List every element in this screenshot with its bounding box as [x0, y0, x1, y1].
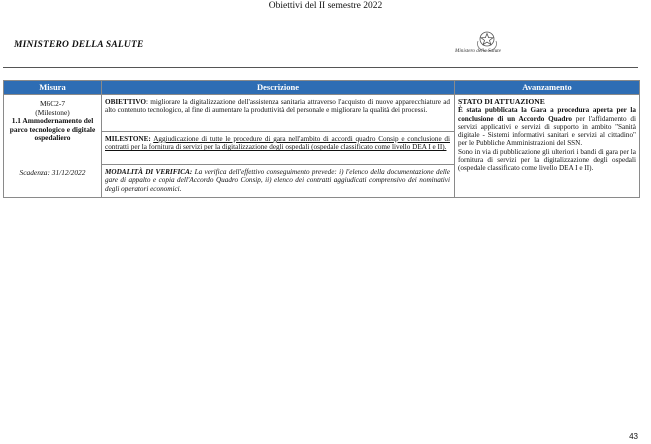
verification-block: [102, 165, 454, 197]
progress-text-1: per l'affidamento di servizi applicativi e servizi di supporto in ambito "Sanità digitale - Sistemi informativi sanitari e servizi al cittadino" per le Pubbliche Amministrazioni del SSN.: [458, 114, 636, 148]
milestone-block: [102, 132, 454, 165]
table-row: [4, 95, 640, 198]
emblem-caption: Ministero della Salute: [455, 48, 501, 54]
milestone-label: MILESTONE:: [105, 135, 151, 143]
column-header-description: Descrizione: [102, 81, 455, 95]
table-header-row: [4, 81, 640, 95]
milestone-text: Aggiudicazione di tutte le procedure di gara nell'ambito di accordi quadro Consip e conclusione di contratti per la fornitura di servizi per la digitalizzazione degli ospedali (ospedale classificato come livello DEA I e II).: [105, 135, 450, 152]
page-header-title: Obiettivi del II semestre 2022: [268, 1, 383, 11]
column-header-measure: Misura: [4, 81, 102, 95]
measure-code: M6C2-7: [39, 99, 66, 108]
objective-text: : migliorare la digitalizzazione dell'assistenza sanitaria attraverso l'acquisto di nuove apparecchiature ad alto contenuto tecnologico, al fine di aumentare la produttività del personale e migliorare la qualità dei processi.: [105, 98, 450, 115]
progress-cell: [455, 95, 640, 198]
page-number: 43: [629, 432, 638, 441]
verification-text: La verifica dell'effettivo conseguimento prevede: i) l'elenco della documentazione delle gare di appalto e copia dell'Accordo Quadro Consip, ii) elenco dei contratti aggiudicati comprensivo dei nominativi degli operatori economici.: [105, 168, 450, 193]
column-header-progress: Avanzamento: [455, 81, 640, 95]
objective-block: [102, 95, 454, 132]
objective-label: OBIETTIVO: [105, 98, 146, 106]
progress-text-2: Sono in via di pubblicazione gli ulteriori i bandi di gara per la fornitura di servizi per la digitalizzazione degli ospedali (ospedale classificato come livello DEA I e II).: [458, 147, 636, 173]
verification-label: MODALITÀ DI VERIFICA:: [105, 168, 193, 176]
measure-cell: [4, 95, 102, 198]
header-divider: [3, 67, 638, 68]
ministry-name: MINISTERO DELLA SALUTE: [14, 40, 144, 50]
measure-type: (Milestone): [35, 107, 70, 117]
description-cell: [102, 95, 455, 198]
milestone-table: [3, 80, 640, 198]
status-label: STATO DI ATTUAZIONE: [458, 97, 545, 106]
progress-bold-text: È stata pubblicata la Gara a procedura aperta per la conclusione di un Accordo Quadro: [458, 106, 636, 123]
measure-deadline: Scadenza: 31/12/2022: [19, 167, 86, 177]
measure-name: 1.1 Ammodernamento del parco tecnologico e digitale ospedaliero: [9, 116, 96, 143]
